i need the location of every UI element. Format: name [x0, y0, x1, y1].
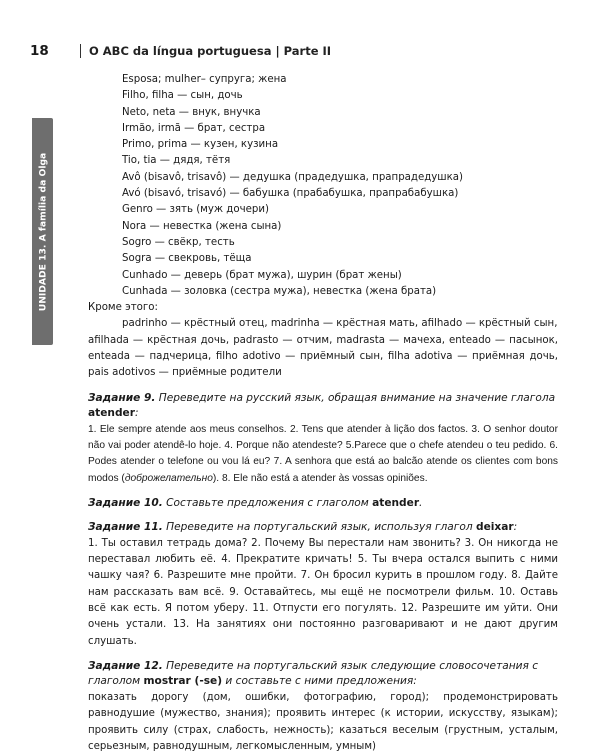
- task-11-number: Задание 11.: [88, 521, 163, 534]
- extra-rest: afilhada — крёстная дочь, padrasto — отчим, madrasta — мачеха, enteado — пасынок, enteada — падчерица, filho adotivo — приёмный сын, filha adotiva — приёмная дочь, pais adotivos — приёмные родители: [88, 334, 558, 379]
- task-11-title: [88, 520, 558, 536]
- task-9-keyword: atender: [88, 407, 135, 420]
- task-11-instruction: Переведите на португальский язык, используя глагол: [166, 521, 473, 534]
- vocab-item: Genro — зять (муж дочери): [122, 204, 269, 216]
- extra-first-line: padrinho — крёстный отец, madrinha — крёстная мать, afilhado — крёстный сын,: [122, 318, 558, 330]
- task-12-instruction: Переведите на португальский язык следующие словосочетания с глаголом: [88, 659, 539, 688]
- vocab-item: Neto, neta — внук, внучка: [122, 106, 261, 118]
- extra-vocabulary: [88, 300, 558, 381]
- task-10-title: [88, 496, 558, 512]
- task-12-number: Задание 12.: [88, 659, 163, 672]
- vocab-item: Avô (bisavô, trisavô) — дедушка (прадедушка, прапрадедушка): [122, 171, 463, 183]
- task-10: [88, 496, 558, 512]
- vocab-item: Sogro — свёкр, тесть: [122, 236, 235, 248]
- task-9-number: Задание 9.: [88, 391, 156, 404]
- task-9-end: :: [134, 407, 139, 420]
- vocab-item: Filho, filha — сын, дочь: [122, 90, 243, 102]
- task-11-end: :: [513, 521, 518, 534]
- vocab-item: Cunhado — деверь (брат мужа), шурин (брат жены): [122, 269, 402, 281]
- vocab-item: Primo, prima — кузен, кузина: [122, 139, 279, 151]
- task-12: [88, 659, 558, 755]
- vocab-item: Esposa; mulher– супруга; жена: [122, 74, 287, 85]
- vocab-item: Sogra — свекровь, тёща: [122, 253, 252, 265]
- task-9-title: [88, 391, 558, 422]
- extra-label: Кроме этого:: [88, 302, 158, 314]
- task-10-number: Задание 10.: [88, 496, 163, 509]
- task-10-end: .: [419, 496, 423, 509]
- task-11-keyword: deixar: [475, 521, 514, 534]
- vocab-item: Nora — невестка (жена сына): [122, 220, 282, 232]
- header-divider: [80, 44, 81, 58]
- vocab-item: Irmão, irmã — брат, сестра: [122, 122, 266, 134]
- task-9-italic: доброжелательно: [124, 472, 213, 484]
- vocab-item: Cunhada — золовка (сестра мужа), невестка (жена брата): [122, 285, 437, 297]
- task-12-body: показать дорогу (дом, ошибки, фотографию, город); продемонстрировать равнодушие (мужество, знания); проявить интерес (к истории, искусству, языкам); проявить силу (страх, слабость, нежность); казаться веселым (грустным, усталым, серьезным, равнодушным, легкомысленным, умным): [88, 691, 558, 752]
- unit-side-tab: [32, 118, 53, 345]
- task-12-end: и составьте с ними предложения:: [225, 675, 417, 688]
- task-9-body: [88, 422, 558, 487]
- vocab-item: Avó (bisavó, trisavó) — бабушка (прабабушка, прапрабабушка): [122, 188, 459, 200]
- unit-side-tab-label: UNIDADE 13. A família da Olga: [37, 152, 48, 311]
- book-title: O ABC da língua portuguesa | Parte II: [89, 44, 332, 58]
- vocab-item: Tio, tia — дядя, тётя: [122, 155, 231, 167]
- task-9-instruction: Переведите на русский язык, обращая внимание на значение глагола: [158, 391, 556, 404]
- task-12-title: [88, 659, 558, 690]
- kinship-vocabulary-list: [122, 72, 558, 300]
- page-number: 18: [30, 43, 49, 59]
- task-9: [88, 391, 558, 487]
- task-11: [88, 520, 558, 650]
- task-9-text-end: ). 8. Ele não está a atender às vossas opiniões.: [212, 472, 428, 484]
- task-9-text: 1. Ele sempre atende aos meus conselhos. 2. Tens que atender à lição dos factos. 3. O senhor doutor não vai poder atendê-lo hoje. 4. Porque não atendeste? 5.Parece que o chefe atendeu o teu pedido. 6. Podes atender o telefone ou vou lá eu? 7. A senhora que está ao balcão atende os clientes com bons modos (: [88, 423, 558, 484]
- task-12-keyword: mostrar (-se): [143, 675, 223, 688]
- task-11-body: 1. Ты оставил тетрадь дома? 2. Почему Вы перестали нам звонить? 3. Он никогда не переставал любить её. 4. Прекратите кричать! 5. Ты вчера остался выпить с ними чашку чая? 6. Разрешите мне пройти. 7. Он бросил курить в прошлом году. 8. Дайте нам рассказать вам всё. 9. Оставайтесь, мы ещё не посмотрели фильм. 10. Оставь всё как есть. Я потом уберу. 11. Отпусти его погулять. 12. Разрешите им уйти. Они очень устали. 13. На занятиях они постоянно разговаривают и не дают другим слушать.: [88, 537, 558, 647]
- task-10-keyword: atender: [372, 496, 420, 509]
- page-header: [30, 40, 560, 62]
- task-10-instruction: Составьте предложения с глаголом: [166, 496, 369, 509]
- page-content: [88, 72, 558, 755]
